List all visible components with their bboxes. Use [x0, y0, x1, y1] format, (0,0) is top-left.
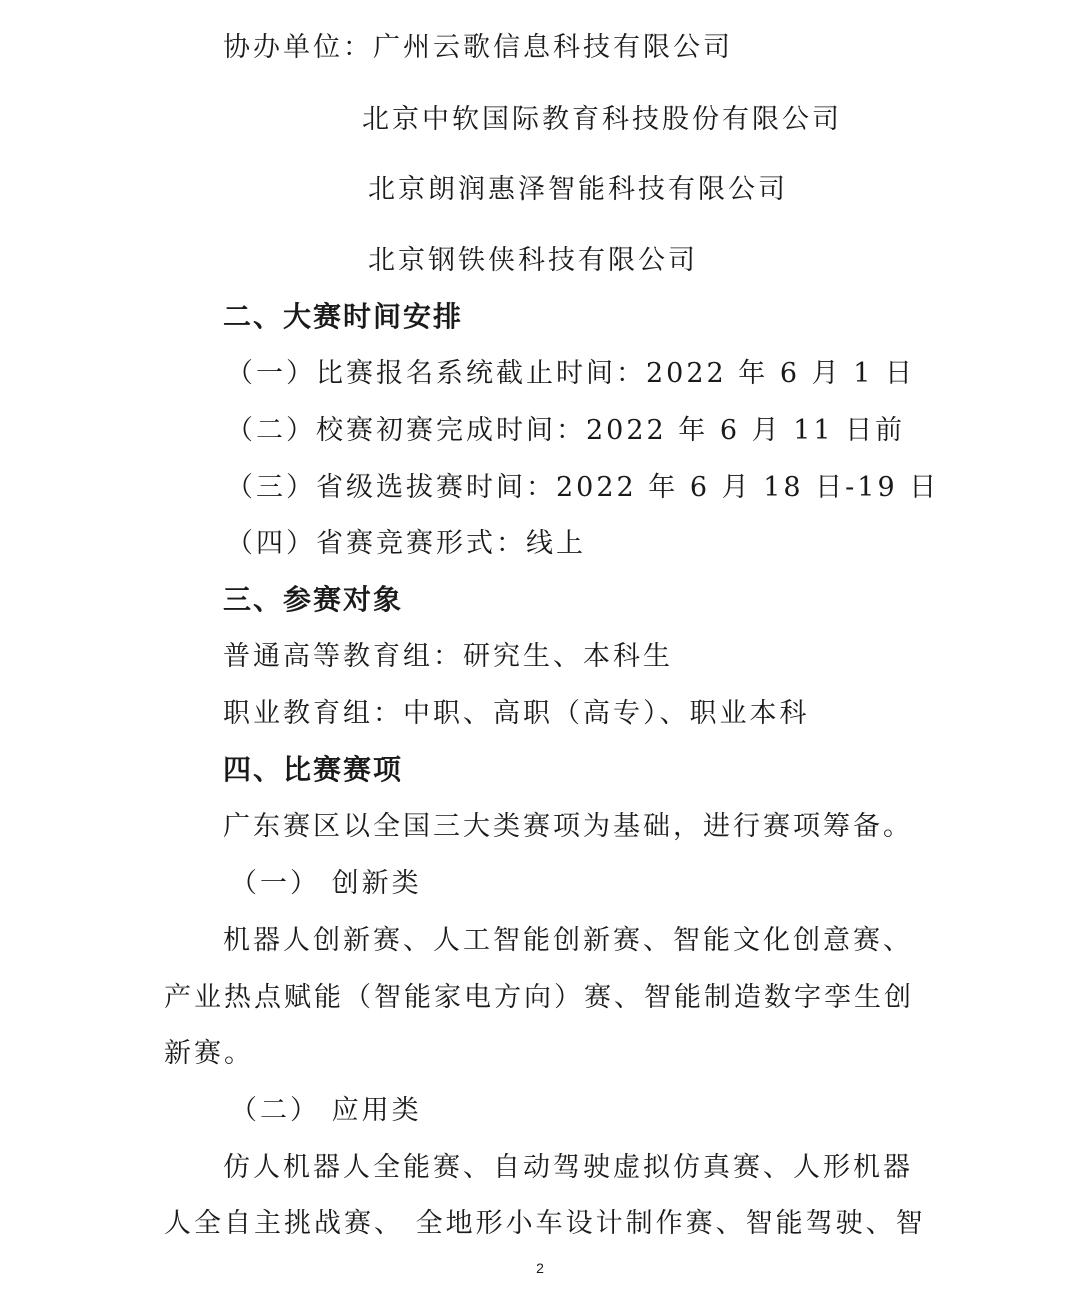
co-organizer-item: 北京朗润惠泽智能科技有限公司 — [368, 174, 788, 205]
participant-item: 普通高等教育组：研究生、本科生 — [223, 641, 673, 672]
body-text-line: 机器人创新赛、人工智能创新赛、智能文化创意赛、 — [223, 925, 913, 956]
co-organizer-item: 北京中软国际教育科技股份有限公司 — [362, 104, 842, 135]
schedule-item: （二）校赛初赛完成时间：2022 年 6 月 11 日前 — [226, 415, 906, 446]
body-text-line: 仿人机器人全能赛、自动驾驶虚拟仿真赛、人形机器 — [223, 1152, 913, 1183]
section-heading-events: 四、比赛赛项 — [223, 753, 404, 786]
schedule-item: （三）省级选拔赛时间：2022 年 6 月 18 日-19 日 — [226, 472, 940, 503]
subsection-title-innovation: （一） 创新类 — [230, 868, 422, 899]
body-text-line: 新赛。 — [164, 1038, 254, 1069]
subsection-title-application: （二） 应用类 — [230, 1095, 422, 1126]
section-heading-participants: 三、参赛对象 — [223, 583, 404, 616]
body-text-line: 人全自主挑战赛、 全地形小车设计制作赛、智能驾驶、智 — [164, 1208, 926, 1239]
events-intro: 广东赛区以全国三大类赛项为基础，进行赛项筹备。 — [223, 811, 913, 842]
body-text-line: 产业热点赋能（智能家电方向）赛、智能制造数字孪生创 — [164, 982, 914, 1013]
schedule-item: （一）比赛报名系统截止时间：2022 年 6 月 1 日 — [226, 358, 915, 389]
schedule-item: （四）省赛竞赛形式：线上 — [226, 528, 586, 559]
page-number: 2 — [536, 1260, 544, 1276]
co-organizer-label-line: 协办单位：广州云歌信息科技有限公司 — [223, 32, 733, 63]
participant-item: 职业教育组：中职、高职（高专）、职业本科 — [223, 698, 810, 729]
section-heading-schedule: 二、大赛时间安排 — [223, 300, 464, 333]
co-organizer-item: 北京钢铁侠科技有限公司 — [368, 245, 698, 276]
